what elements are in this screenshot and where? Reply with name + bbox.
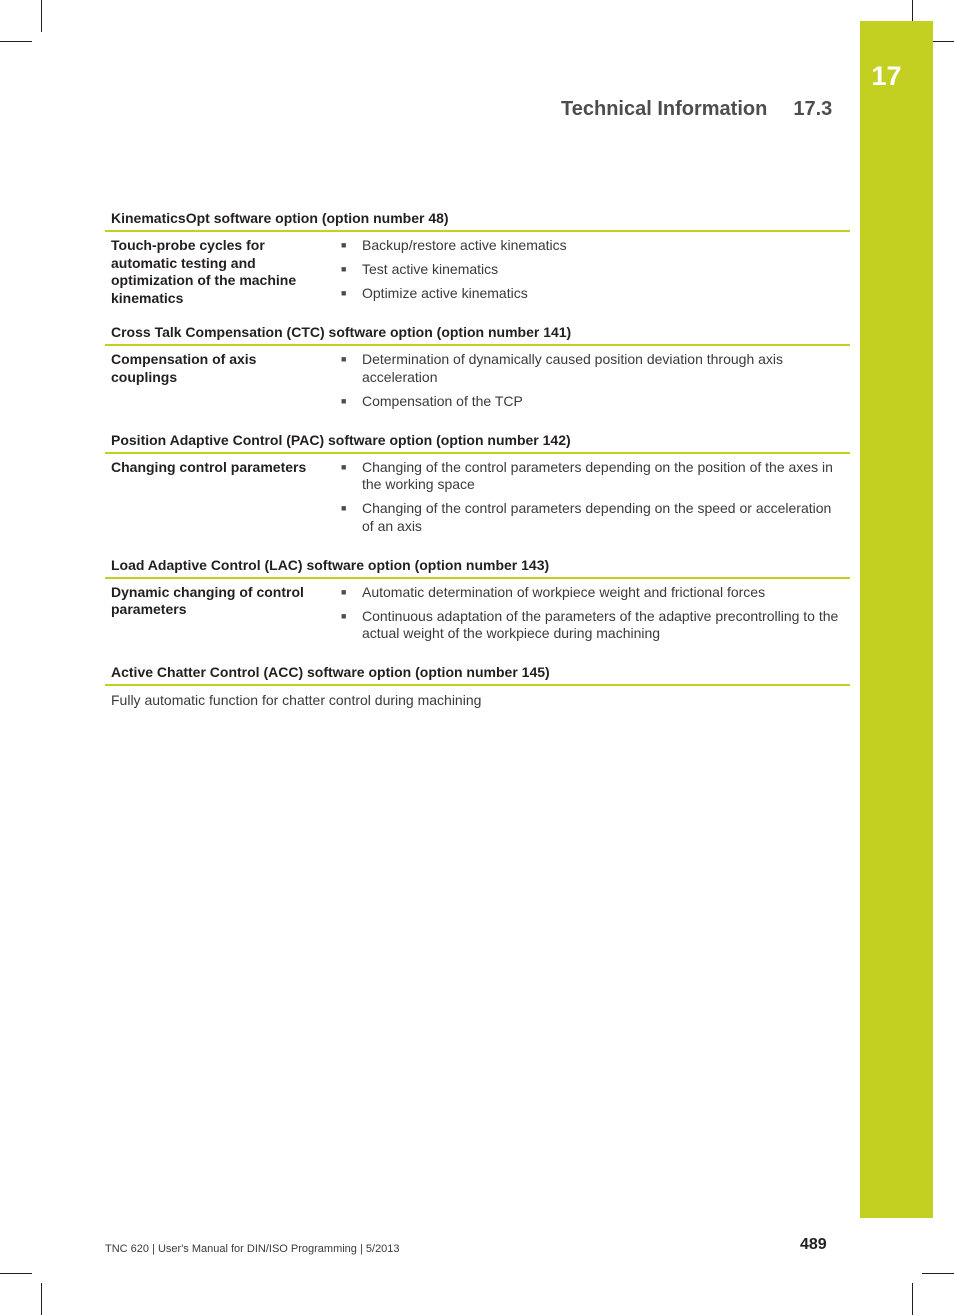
crop-mark [0,1273,32,1274]
table-row [105,579,850,664]
section-lac [105,556,850,664]
row-label: Compensation of axis couplings [111,351,257,385]
square-bullet-icon: ■ [341,503,347,513]
footer-text: TNC 620 | User's Manual for DIN/ISO Programming | 5/2013 [105,1243,400,1255]
list-item: ■ Optimize active kinematics [325,285,850,303]
chapter-number: 17 [871,61,902,91]
square-bullet-icon: ■ [341,354,347,364]
bullet-list [325,584,850,650]
section-title: Load Adaptive Control (LAC) software option (option number 143) [105,556,850,579]
section-kinematicsopt [105,209,850,323]
list-item: ■ Backup/restore active kinematics [325,237,850,255]
running-head-section: 17.3 [793,98,833,120]
section-ctc [105,323,850,431]
square-bullet-icon: ■ [341,288,347,298]
list-item: ■ Automatic determination of workpiece weight and frictional forces [325,584,850,602]
section-title: Position Adaptive Control (PAC) software option (option number 142) [105,431,850,454]
square-bullet-icon: ■ [341,610,347,621]
crop-mark [912,1283,913,1315]
section-text: Fully automatic function for chatter control during machining [111,692,482,708]
row-label: Changing control parameters [111,458,307,475]
section-title: Active Chatter Control (ACC) software option (option number 145) [105,663,850,686]
crop-mark [0,41,32,42]
page-content [105,209,850,708]
crop-mark [922,1273,954,1274]
crop-mark [41,1283,42,1315]
table-row [105,232,850,323]
bullet-list [325,237,850,309]
row-label: Touch-probe cycles for automatic testing and optimization of the machine kinematics [111,237,297,306]
list-item: ■ Determination of dynamically caused position deviation through axis acceleration [325,351,850,386]
list-item: ■ Compensation of the TCP [325,393,850,411]
section-acc [105,663,850,708]
square-bullet-icon: ■ [341,395,347,406]
list-item: ■ Changing of the control parameters depending on the position of the axes in the working space [325,459,850,494]
section-title: Cross Talk Compensation (CTC) software option (option number 141) [105,323,850,346]
section-title: KinematicsOpt software option (option number 48) [105,209,850,232]
list-item: ■ Test active kinematics [325,261,850,279]
list-item: ■ Continuous adaptation of the parameters of the adaptive precontrolling to the actual weight of the workpiece during machining [325,608,850,643]
square-bullet-icon: ■ [341,240,347,250]
crop-mark [41,0,42,32]
page-number: 489 [800,1236,827,1253]
table-row [105,454,850,556]
chapter-tab [860,21,933,1218]
bullet-list [325,351,850,417]
square-bullet-icon: ■ [341,586,347,597]
section-pac [105,431,850,556]
table-row [105,346,850,431]
square-bullet-icon: ■ [341,264,347,274]
row-label: Dynamic changing of control parameters [111,583,304,617]
list-item: ■ Changing of the control parameters depending on the speed or acceleration of an axis [325,500,850,535]
running-head [561,98,832,121]
bullet-list [325,459,850,542]
square-bullet-icon: ■ [341,461,347,472]
running-head-title: Technical Information [561,98,768,120]
